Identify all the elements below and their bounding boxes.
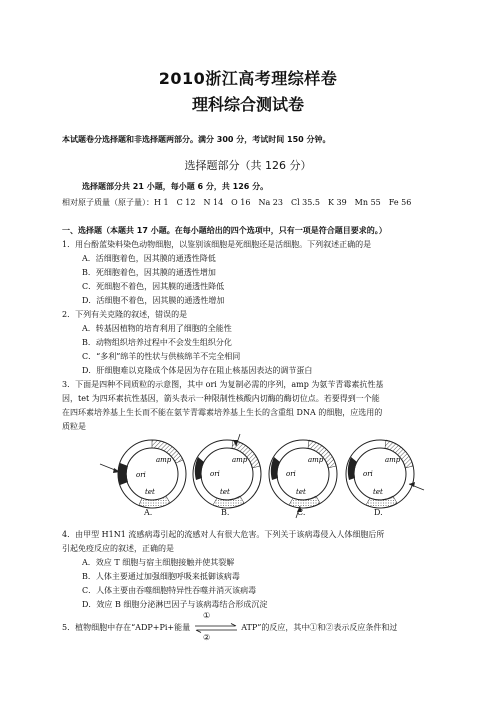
section-heading: 选择题部分（共 126 分） [184, 159, 312, 172]
q4-option-d: D．效应 B 细胞分泌淋巴因子与该病毒结合形成沉淀 [82, 600, 268, 609]
plasmid-b-amp-label: amp [232, 456, 248, 464]
plasmid-a [100, 440, 186, 508]
plasmid-b [193, 434, 261, 508]
q3-line-1: 3．下面是四种不同质粒的示意图，其中 ori 为复制必需的序列，amp 为氨苄青霉素抗性基 [62, 380, 384, 389]
plasmid-c-amp-label: amp [308, 456, 324, 464]
q2-stem: 2．下列有关克隆的叙述，错误的是 [62, 310, 188, 319]
plasmid-d-amp-label: amp [385, 456, 401, 464]
choice-label-d: D. [374, 508, 383, 517]
part1-heading: 一、选择题（本题共 17 小题。在每小题给出的四个选项中，只有一项是符合题目要求的。） [62, 226, 387, 235]
q4-line-2: 引起免疫反应的叙述，正确的是 [62, 544, 174, 553]
choice-label-c: C. [297, 508, 306, 517]
q2-option-c: C．“多利”绵羊的性状与供核绵羊不完全相同 [82, 352, 241, 361]
plasmid-c-ori-label: ori [286, 470, 296, 478]
q5-mark-top: ① [203, 611, 211, 620]
q5-suffix: ATP”的反应，其中①和②表示反应条件和过 [241, 623, 398, 632]
q3-line-3: 在四环素培养基上生长而不能在氨苄青霉素培养基上生长的含重组 DNA 的细胞，应选用的 [62, 408, 383, 417]
reversible-arrow-icon [193, 623, 239, 633]
section-note: 选择题部分共 21 小题，每小题 6 分，共 126 分。 [82, 182, 269, 191]
plasmid-d-ori-label: ori [363, 470, 373, 478]
q2-option-a: A．转基因植物的培育利用了细胞的全能性 [82, 324, 232, 333]
plasmid-diagrams [0, 432, 496, 522]
plasmid-c-tet-label: tet [296, 488, 306, 496]
q1-option-b: B．死细胞着色，因其膜的通透性增加 [82, 268, 216, 277]
plasmid-b-tet-label: tet [220, 488, 230, 496]
plasmid-a-ori-label: ori [136, 471, 146, 479]
q4-option-b: B．人体主要通过加强细胞呼吸来抵御该病毒 [82, 572, 240, 581]
plasmid-a-tet-label: tet [145, 488, 155, 496]
q1-stem: 1．用台酚蓝染料染色动物细胞，以鉴别该细胞是死细胞还是活细胞。下列叙述正确的是 [62, 240, 372, 249]
plasmid-d [346, 440, 424, 508]
q2-option-d: D．肝细胞难以克隆成个体是因为存在阻止核基因表达的调节蛋白 [82, 366, 313, 375]
choice-label-b: B. [221, 508, 230, 517]
q4-option-c: C．人体主要由吞噬细胞特异性吞噬并消灭该病毒 [82, 586, 257, 595]
q3-line-4: 质粒是 [62, 422, 86, 431]
title: 2010浙江高考理综样卷 [158, 69, 338, 88]
subtitle: 理科综合测试卷 [191, 95, 304, 114]
q3-line-2: 因，tet 为四环素抗性基因，箭头表示一种限制性核酸内切酶的酶切位点。若要得到一个能 [62, 394, 380, 403]
plasmid-b-ori-label: ori [210, 470, 220, 478]
intro: 本试题卷分选择题和非选择题两部分。满分 300 分，考试时间 150 分钟。 [62, 135, 331, 144]
plasmid-c [269, 440, 337, 518]
q5-mark-bottom: ② [203, 633, 211, 642]
atomic-masses: 相对原子质量（原子量）：H 1 C 12 N 14 O 16 Na 23 Cl 35.5 K 39 Mn 55 Fe 56 [62, 198, 412, 207]
q1-option-c: C．死细胞不着色，因其膜的通透性降低 [82, 282, 225, 291]
q2-option-b: B．动物组织培养过程中不会发生组织分化 [82, 338, 232, 347]
plasmid-d-tet-label: tet [373, 488, 383, 496]
q4-option-a: A．效应 T 细胞与宿主细胞接触并使其裂解 [82, 558, 235, 567]
q1-option-d: D．活细胞不着色，因其膜的通透性增加 [82, 296, 225, 305]
plasmid-a-amp-label: amp [156, 456, 172, 464]
q4-line-1: 4．由甲型 H1N1 流感病毒引起的流感对人有很大危害。下列关于该病毒侵入人体细胞后所 [62, 530, 385, 539]
q5-prefix: 5．植物细胞中存在“ADP+Pi+能量 [62, 623, 191, 632]
choice-label-a: A. [144, 508, 153, 517]
q1-option-a: A．活细胞着色，因其膜的通透性降低 [82, 254, 216, 263]
q5-line [62, 622, 442, 633]
